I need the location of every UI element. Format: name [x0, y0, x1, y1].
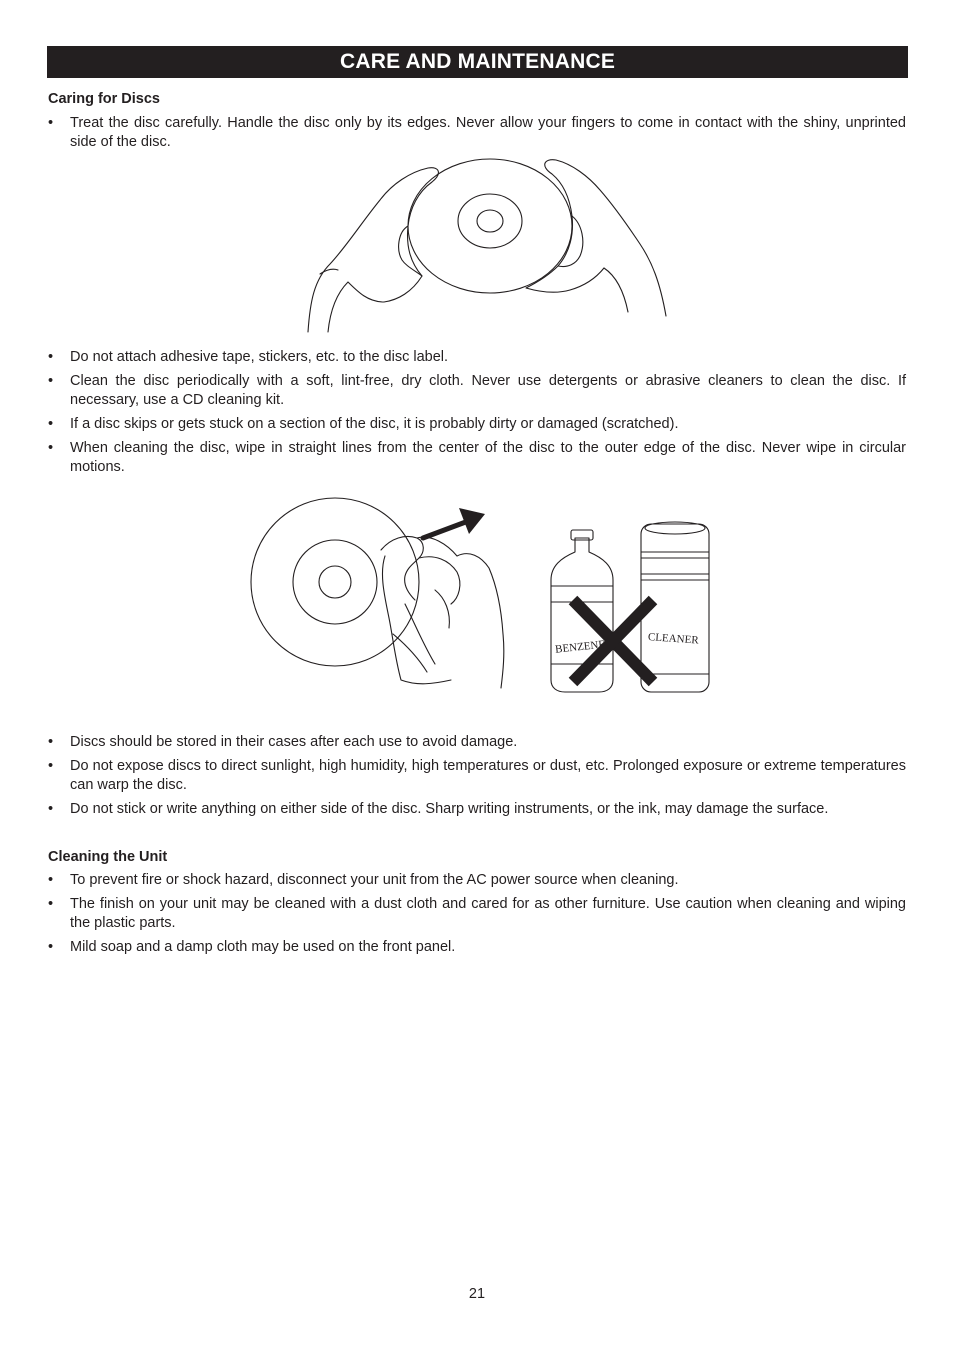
benzene-label: BENZENE [554, 638, 606, 656]
list-item-text: Do not expose discs to direct sunlight, high humidity, high temperatures or dust, etc. Prolonged exposure or extreme temperatures can warp the disc. [70, 758, 906, 793]
list-item [48, 348, 906, 367]
right-hand-outline [526, 160, 666, 316]
bullet-icon: • [48, 801, 54, 817]
list-item [48, 439, 906, 477]
page-number: 21 [468, 1286, 486, 1302]
disc-hub-ring [458, 194, 522, 248]
left-thumb-line [399, 226, 422, 276]
list-item [48, 415, 906, 434]
disc-hub-ring [293, 540, 377, 624]
disc-center-hole [477, 210, 503, 232]
list-item [48, 871, 906, 890]
caring-for-discs-heading: Caring for Discs [48, 91, 160, 107]
caring-middle-list [48, 348, 906, 482]
bullet-icon: • [48, 734, 54, 750]
list-item [48, 757, 906, 795]
disc-cleaning-illustration [245, 494, 715, 700]
list-item-text: Do not attach adhesive tape, stickers, etc. to the disc label. [70, 349, 449, 365]
list-item-text: Mild soap and a damp cloth may be used on the front panel. [70, 939, 456, 955]
cloth-top [381, 537, 423, 601]
bullet-icon: • [48, 758, 54, 774]
list-item-text: If a disc skips or gets stuck on a section of the disc, it is probably dirty or damaged (scratched). [70, 416, 679, 432]
list-item-text: The finish on your unit may be cleaned with a dust cloth and cared for as other furniture. Use caution when cleaning and wiping the plastic parts. [70, 896, 906, 931]
disc-center-hole [319, 566, 351, 598]
list-item [48, 800, 906, 819]
list-item-text: Treat the disc carefully. Handle the disc only by its edges. Never allow your fingers to come in contact with the shiny, unprinted side of the disc. [70, 115, 906, 150]
cleaning-unit-list [48, 871, 906, 962]
cloth-fold-line [405, 604, 435, 664]
bullet-icon: • [48, 416, 54, 432]
list-item [48, 733, 906, 752]
right-wrist-line [604, 268, 628, 312]
cleaner-label: CLEANER [647, 631, 700, 647]
list-item-text: To prevent fire or shock hazard, disconnect your unit from the AC power source when cleaning. [70, 872, 679, 888]
list-item [48, 114, 906, 152]
hands-holding-disc-illustration [300, 152, 670, 338]
page-title: CARE AND MAINTENANCE [47, 46, 908, 78]
bullet-icon: • [48, 896, 54, 912]
list-item [48, 372, 906, 410]
bullet-icon: • [48, 872, 54, 888]
wipe-arrow-shaft [423, 520, 471, 538]
bullet-icon: • [48, 115, 54, 131]
bullet-icon: • [48, 373, 54, 389]
caring-storage-list [48, 733, 906, 824]
finger-line [435, 590, 449, 628]
list-item-text: Do not stick or write anything on either side of the disc. Sharp writing instruments, or the ink, may damage the surface. [70, 801, 829, 817]
disc-outline [251, 498, 419, 666]
caring-intro-list [48, 114, 906, 157]
bullet-icon: • [48, 939, 54, 955]
list-item [48, 938, 906, 957]
list-item [48, 895, 906, 933]
cleaning-the-unit-heading: Cleaning the Unit [48, 849, 168, 865]
list-item-text: When cleaning the disc, wipe in straight lines from the center of the disc to the outer edge of the disc. Never wipe in circular motions. [70, 440, 906, 475]
list-item-text: Discs should be stored in their cases after each use to avoid damage. [70, 734, 518, 750]
finger-line [419, 557, 460, 604]
cloth-left-edge [382, 556, 451, 684]
hand-outline [417, 537, 504, 688]
disc-outline [408, 159, 572, 293]
bullet-icon: • [48, 349, 54, 365]
list-item-text: Clean the disc periodically with a soft, lint-free, dry cloth. Never use detergents or abrasive cleaners to clean the disc. If necessary, use a CD cleaning kit. [70, 373, 906, 408]
bullet-icon: • [48, 440, 54, 456]
